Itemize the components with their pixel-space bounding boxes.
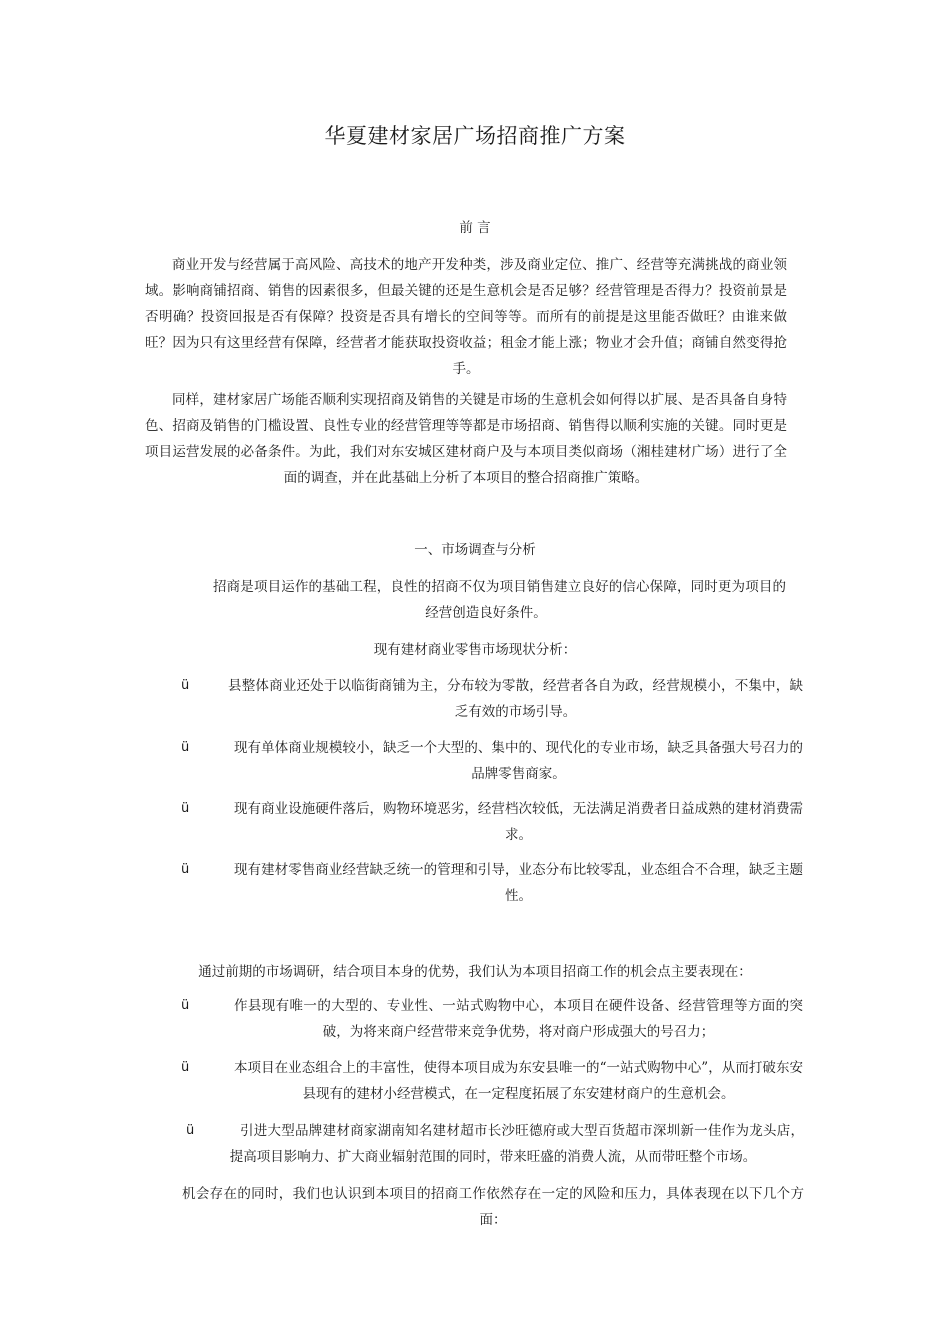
section-1-heading: 一、市场调查与分析 [414,542,536,558]
preface-paragraph-2: 同样，建材家居广场能否顺利实现招商及销售的关键是市场的生意机会如何得以扩展、是否具备自身特色、招商及销售的门槛设置、良性专业的经营管理等等都是市场招商、销售得以顺利实施的关键。同时更是项目运营发展的必备条件。为此，我们对东安城区建材商户及与本项目类似商场（湘桂建材广场）进行了全面的调查，并在此基础上分析了本项目的整合招商推广策略。 [145,392,787,486]
check-bullet-icon: ü [181,801,190,816]
preface-heading: 前 言 [459,220,491,236]
opportunity-intro: 通过前期的市场调研，结合项目本身的优势，我们认为本项目招商工作的机会点主要表现在： [198,964,752,980]
preface-paragraph-1: 商业开发与经营属于高风险、高技术的地产开发种类，涉及商业定位、推广、经营等充满挑战的商业领域。影响商铺招商、销售的因素很多，但最关键的还是生意机会是否足够？经营管理是否得力？投资前景是否明确？投资回报是否有保障？投资是否具有增长的空间等等。而所有的前提是这里能否做旺？由谁来做旺？因为只有这里经营有保障，经营者才能获取投资收益；租金才能上涨；物业才会升值；商铺自然变得抢手。 [145,257,787,377]
list-item-text: 本项目在业态组合上的丰富性，使得本项目成为东安县唯一的“一站式购物中心”，从而打破东安县现有的建材小经营模式，在一定程度拓展了东安建材商户的生意机会。 [234,1060,803,1102]
list-item-text: 引进大型品牌建材商家湖南知名建材超市长沙旺德府或大型百货超市深圳新一佳作为龙头店，提高项目影响力、扩大商业辐射范围的同时，带来旺盛的消费人流，从而带旺整个市场。 [229,1123,804,1165]
check-bullet-icon: ü [181,998,190,1013]
list-item-text: 现有建材零售商业经营缺乏统一的管理和引导，业态分布比较零乱，业态组合不合理，缺乏主题性。 [234,862,803,904]
check-bullet-icon: ü [181,740,190,755]
document-title: 华夏建材家居广场招商推广方案 [324,124,626,148]
section-1-paragraph: 招商是项目运作的基础工程，良性的招商不仅为项目销售建立良好的信心保障，同时更为项目的经营创造良好条件。 [213,579,786,621]
check-bullet-icon: ü [181,678,190,693]
market-status-heading: 现有建材商业零售市场现状分析： [373,642,577,658]
risk-intro: 机会存在的同时，我们也认识到本项目的招商工作依然存在一定的风险和压力，具体表现在以下几个方面： [182,1186,804,1228]
check-bullet-icon: ü [186,1123,195,1138]
list-item-text: 县整体商业还处于以临街商铺为主，分布较为零散，经营者各自为政，经营规模小，不集中，缺乏有效的市场引导。 [228,678,803,720]
list-item-text: 现有单体商业规模较小，缺乏一个大型的、集中的、现代化的专业市场，缺乏具备强大号召力的品牌零售商家。 [234,740,803,782]
check-bullet-icon: ü [181,1060,190,1075]
list-item-text: 现有商业设施硬件落后，购物环境恶劣，经营档次较低，无法满足消费者日益成熟的建材消费需求。 [234,801,803,843]
check-bullet-icon: ü [181,862,190,877]
list-item-text: 作县现有唯一的大型的、专业性、一站式购物中心，本项目在硬件设备、经营管理等方面的突破，为将来商户经营带来竞争优势，将对商户形成强大的号召力； [234,998,803,1040]
